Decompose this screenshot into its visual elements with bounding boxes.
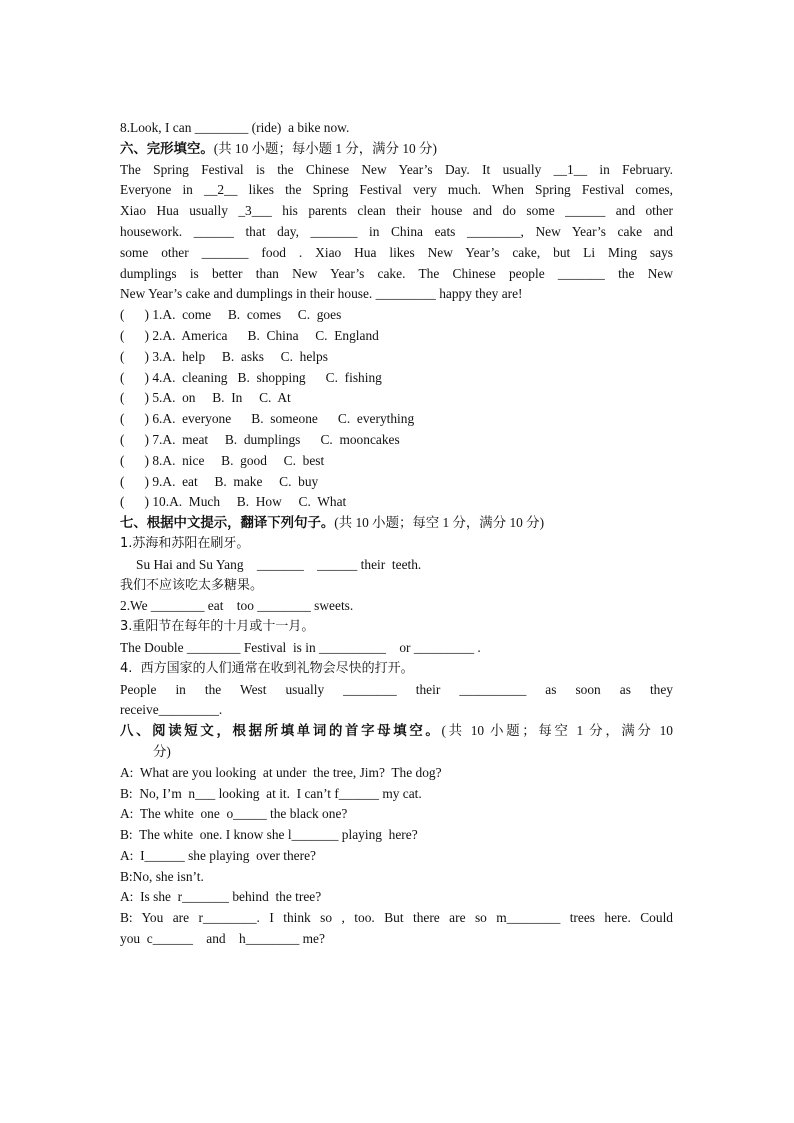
cloze-options bbox=[120, 305, 673, 513]
section-8-heading bbox=[120, 721, 673, 742]
section-6-heading bbox=[120, 139, 673, 160]
option-row: ( ) 8.A. nice B. good C. best bbox=[120, 452, 325, 468]
dialogue-line: B:No, she isn’t. bbox=[120, 868, 204, 884]
dialogue-line: A: The white one o_____ the black one? bbox=[120, 806, 348, 822]
passage-line: New Year’s cake and dumplings in their house. _________ happy they are! bbox=[120, 286, 523, 302]
option-row: ( ) 3.A. help B. asks C. helps bbox=[120, 348, 328, 364]
section-7-note: (共 10 小题；每空 1 分，满分 10 分) bbox=[334, 515, 545, 531]
dialogue-line: A: Is she r_______ behind the tree? bbox=[120, 889, 322, 905]
passage-line: Xiao Hua usually _3___ his parents clean their house and do some ______ and other bbox=[120, 203, 673, 219]
option-row: ( ) 6.A. everyone B. someone C. everything bbox=[120, 411, 415, 427]
translate-answer: The Double ________ Festival is in __________ or _________ . bbox=[120, 639, 481, 655]
section-8-note-cont: 分) bbox=[153, 743, 171, 759]
dialogue-line: A: What are you looking at under the tree, Jim? The dog? bbox=[120, 764, 442, 780]
section-8-note: (共 10 小题；每空 1 分，满分 10 bbox=[441, 723, 673, 739]
option-row: ( ) 4.A. cleaning B. shopping C. fishing bbox=[120, 369, 382, 385]
option-row: ( ) 10.A. Much B. How C. What bbox=[120, 494, 347, 510]
section-6-note: (共 10 小题；每小题 1 分，满分 10 分) bbox=[213, 140, 437, 156]
option-row: ( ) 7.A. meat B. dumplings C. mooncakes bbox=[120, 431, 400, 447]
passage-line: Everyone in __2__ likes the Spring Festival very much. When Spring Festival comes, bbox=[120, 182, 673, 198]
option-row: ( ) 9.A. eat B. make C. buy bbox=[120, 473, 319, 489]
translate-answer: Su Hai and Su Yang _______ ______ their teeth. bbox=[136, 556, 422, 572]
question-8: 8.Look, I can ________ (ride) a bike now. bbox=[120, 120, 350, 135]
translate-prompt: 我们不应该吃太多糖果。 bbox=[120, 577, 264, 593]
option-row: ( ) 5.A. on B. In C. At bbox=[120, 390, 291, 406]
dialogue-line: B: No, I’m n___ looking at it. I can’t f______ my cat. bbox=[120, 785, 422, 801]
option-row: ( ) 1.A. come B. comes C. goes bbox=[120, 307, 342, 323]
dialogue-line: A: I______ she playing over there? bbox=[120, 847, 316, 863]
section-6-title: 六、完形填空。 bbox=[120, 141, 214, 157]
dialogue-line: B: You are r________. I think so , too. But there are so m________ trees here. Could bbox=[120, 910, 673, 926]
section-7-title: 七、根据中文提示，翻译下列句子。 bbox=[120, 516, 335, 532]
worksheet-page bbox=[120, 118, 673, 950]
option-row: ( ) 2.A. America B. China C. England bbox=[120, 327, 379, 343]
translate-prompt: 3.重阳节在每年的十月或十一月。 bbox=[120, 619, 315, 635]
translate-prompt: 4. 西方国家的人们通常在收到礼物会尽快的打开。 bbox=[120, 660, 414, 676]
dialogue-line: B: The white one. I know she l_______ playing here? bbox=[120, 827, 418, 843]
translate-answer-cont: receive_________. bbox=[120, 702, 223, 718]
translate-prompt: 1.苏海和苏阳在刷牙。 bbox=[120, 535, 250, 551]
translate-answer: 2.We ________ eat too ________ sweets. bbox=[120, 598, 354, 614]
translate-answer: People in the West usually ________ their __________ as soon as they bbox=[120, 681, 673, 697]
passage-line: housework. ______ that day, _______ in China eats ________, New Year’s cake and bbox=[120, 223, 673, 239]
passage-line: dumplings is better than New Year’s cake. The Chinese people _______ the New bbox=[120, 265, 673, 281]
passage-line: some other _______ food . Xiao Hua likes New Year’s cake, but Li Ming says bbox=[120, 244, 673, 260]
cloze-passage bbox=[120, 160, 673, 306]
section-8-title: 八、阅读短文，根据所填单词的首字母填空。 bbox=[120, 724, 442, 740]
dialogue-line: you c______ and h________ me? bbox=[120, 931, 325, 947]
passage-line: The Spring Festival is the Chinese New Year’s Day. It usually __1__ in February. bbox=[120, 161, 673, 177]
section-7-heading bbox=[120, 513, 673, 534]
